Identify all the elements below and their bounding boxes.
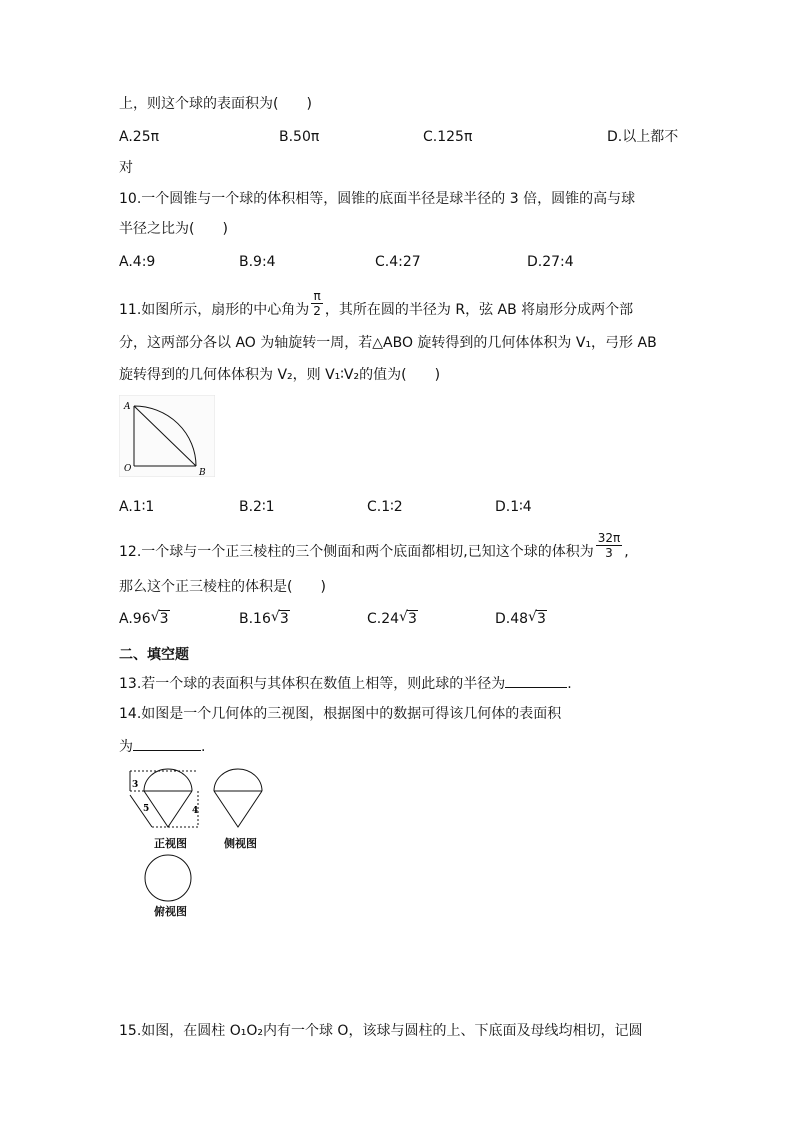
q12-option-c [367,609,418,629]
q13-text [119,673,572,694]
q14-end: . [201,739,206,755]
radicand: 3 [159,611,169,627]
q14-line2 [119,736,205,757]
fraction-numerator: 32π [597,530,621,545]
q9-option-d-wrap: 对 [119,160,133,176]
radicand: 3 [537,611,546,627]
radicand: 3 [408,611,417,627]
caption-side-view: 侧视图 [224,837,257,850]
q10-option-d: D.27:4 [527,254,574,270]
q10-option-a: A.4:9 [119,254,156,270]
option-prefix: C.24 [367,611,400,627]
option-prefix: B.16 [239,611,271,627]
sqrt-icon: √ 3 [528,609,546,627]
radicand: 3 [279,611,289,627]
q9-option-c: C.125π [423,129,473,145]
q14-stem-end: 为 [119,739,133,755]
q12-option-d [495,609,547,629]
q10-line2: 半径之比为( ) [119,221,228,237]
q9-option-a: A.25π [119,129,160,145]
label-b: B [199,468,206,477]
top-view-circle [145,855,191,901]
fraction-numerator: π [311,289,323,304]
q11-line2: 分，这两部分各以 AO 为轴旋转一周，若△ABO 旋转得到的几何体体积为 V₁，弓形 AB [119,335,657,351]
q12-line1-text: 12.一个球与一个正三棱柱的三个侧面和两个底面都相切,已知这个球的体积为 [119,544,594,560]
q11-line1-post: ，其所在圆的半径为 R，弦 AB 将扇形分成两个部 [324,302,634,318]
q11-angle-fraction [311,289,323,318]
option-prefix: A.96 [119,611,151,627]
dim-4: 4 [192,806,199,816]
sqrt-icon: √ 3 [399,609,417,627]
q12-option-a [119,609,170,629]
section-title: 二、填空题 [119,647,189,663]
side-view [214,769,262,827]
label-o: O [124,464,132,474]
fraction-denominator: 3 [605,545,613,560]
caption-top-view: 俯视图 [154,905,187,918]
option-prefix: D.48 [495,611,529,627]
q14-line1: 14.如图是一个几何体的三视图，根据图中的数据可得该几何体的表面积 [119,706,562,722]
side-cone [214,791,262,827]
q11-line1 [119,288,634,320]
answer-blank [133,736,201,751]
front-dome [144,769,192,791]
q11-sector-figure [119,395,215,477]
q9-option-d: D.以上都不 [607,129,679,145]
q9-stem: 上，则这个球的表面积为( ) [119,96,312,112]
q12-line2: 那么这个正三棱柱的体积是( ) [119,579,326,595]
q11-option-a: A.1∶1 [119,499,155,515]
q13-end: . [567,676,572,692]
sqrt-icon: √ 3 [270,609,289,627]
dim-5: 5 [143,804,150,814]
front-cone [144,791,192,827]
q11-option-b: B.2∶1 [239,499,275,515]
q13-stem: 13.若一个球的表面积与其体积在数值上相等，则此球的半径为 [119,676,506,692]
caption-front-view: 正视图 [154,837,187,850]
q11-line3: 旋转得到的几何体体积为 V₂，则 V₁∶V₂的值为( ) [119,367,441,383]
label-a: A [124,402,131,412]
dim-3: 3 [132,780,139,790]
q12-line1-end: , [624,544,629,560]
sqrt-icon: √ 3 [150,609,169,627]
q12-volume-fraction [596,531,623,560]
front-view [130,769,198,827]
q15-line1: 15.如图，在圆柱 O₁O₂内有一个球 O，该球与圆柱的上、下底面及母线均相切，记圆 [119,1023,643,1039]
q9-option-b: B.50π [279,129,320,145]
q11-option-d: D.1∶4 [495,499,532,515]
figure-frame [119,395,215,477]
q11-line1-pre: 11.如图所示，扇形的中心角为 [119,302,310,318]
answer-blank [505,673,567,688]
q12-option-b [239,609,290,629]
q11-option-c: C.1∶2 [367,499,403,515]
fraction-denominator: 2 [313,303,321,318]
q10-line1: 10.一个圆锥与一个球的体积相等，圆锥的底面半径是球半径的 3 倍，圆锥的高与球 [119,191,636,207]
q10-option-b: B.9:4 [239,254,276,270]
side-dome [214,769,262,791]
q14-three-view-figure [122,765,282,925]
q10-option-c: C.4:27 [375,254,421,270]
